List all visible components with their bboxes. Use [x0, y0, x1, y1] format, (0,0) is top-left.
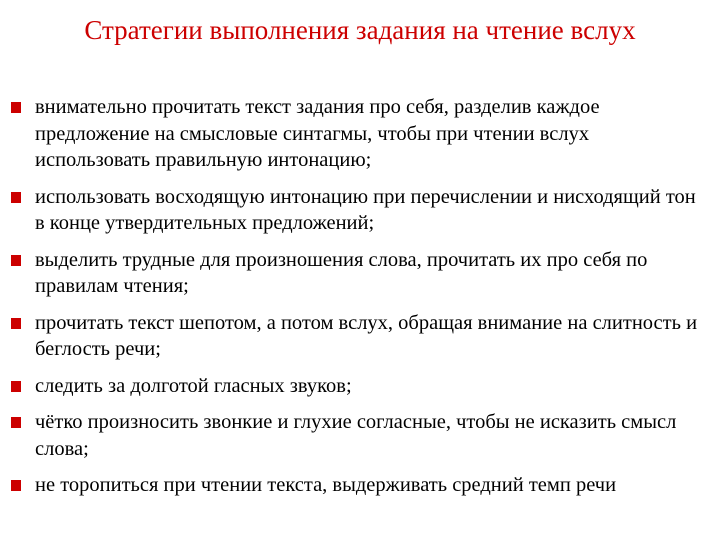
bullet-text: выделить трудные для произношения слова, прочитать их про себя по правилам чтения;: [35, 248, 648, 297]
bullet-text: следить за долготой гласных звуков;: [35, 374, 352, 397]
red-square-bullet-icon: [11, 417, 21, 428]
bullet-item-2: [8, 184, 708, 237]
red-square-bullet-icon: [11, 480, 21, 491]
bullet-item-6: [8, 409, 708, 462]
bullet-item-3: [8, 247, 708, 300]
red-square-bullet-icon: [11, 102, 21, 113]
red-square-bullet-icon: [11, 318, 21, 329]
bullet-item-1: [8, 94, 708, 174]
bullet-item-5: [8, 373, 708, 400]
bullet-item-4: [8, 310, 708, 363]
bullet-list: [8, 94, 708, 509]
bullet-text: внимательно прочитать текст задания про себя, разделив каждое предложение на смысловые синтагмы, чтобы при чтении вслух использовать правильную интонацию;: [35, 96, 600, 171]
red-square-bullet-icon: [11, 192, 21, 203]
bullet-item-7: [8, 472, 708, 499]
bullet-text: не торопиться при чтении текста, выдерживать средний темп речи: [35, 474, 617, 496]
red-square-bullet-icon: [11, 381, 21, 392]
bullet-text: прочитать текст шепотом, а потом вслух, обращая внимание на слитность и беглость речи;: [35, 311, 698, 360]
slide-title: Стратегии выполнения задания на чтение вслух: [84, 15, 636, 45]
bullet-text: использовать восходящую интонацию при перечислении и нисходящий тон в конце утвердительных предложений;: [35, 185, 696, 234]
red-square-bullet-icon: [11, 255, 21, 266]
bullet-text: чётко произносить звонкие и глухие согласные, чтобы не исказить смысл слова;: [35, 411, 677, 460]
